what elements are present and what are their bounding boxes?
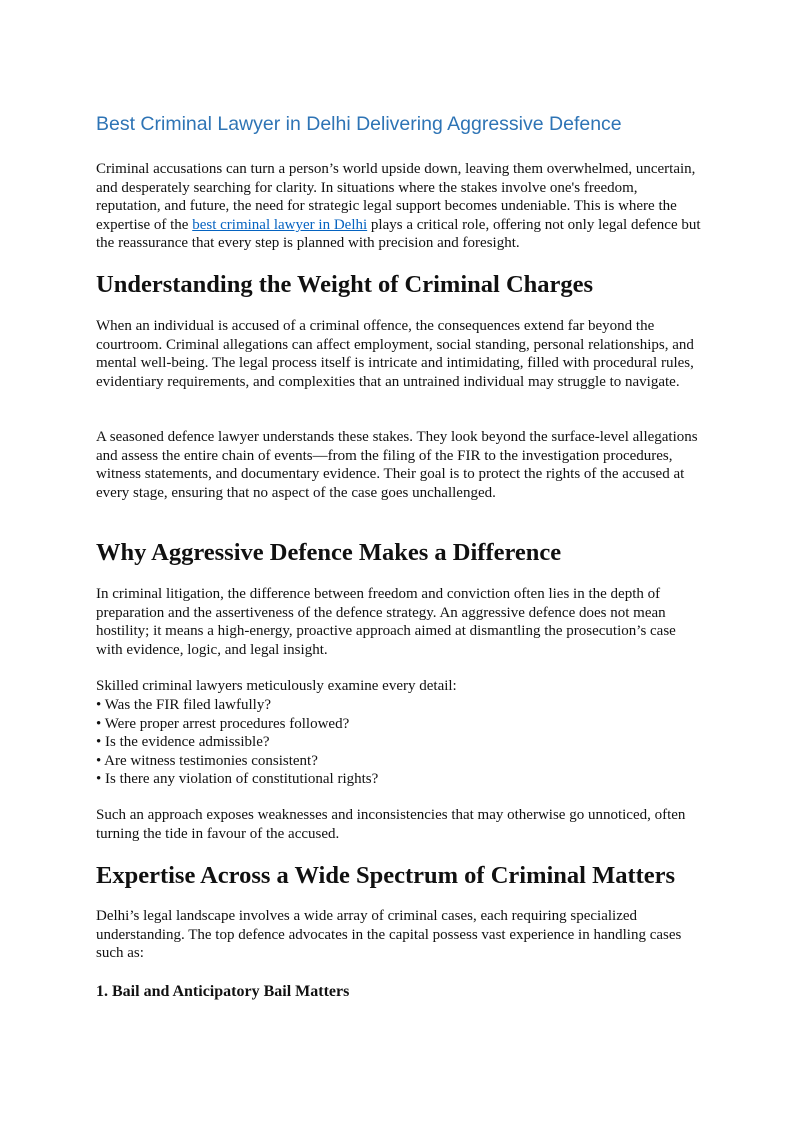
intro-text-after-link: plays a critical role, offering not only legal defence but the reassurance that every step is planned with precision and foresight. xyxy=(96,216,701,252)
list-item: • Are witness testimonies consistent? xyxy=(96,752,318,769)
section1-paragraph-2: A seasoned defence lawyer understands these stakes. They look beyond the surface-level allegations and assess the entire chain of events—from the filing of the FIR to the investigation procedures, witness statements, and documentary evidence. Their goal is to protect the rights of the accused at every stage, ensuring that no aspect of the case goes unchallenged. xyxy=(96,429,698,501)
section1-paragraph-1: When an individual is accused of a criminal offence, the consequences extend far beyond the courtroom. Criminal allegations can affect employment, social standing, personal relationships, and mental well-being. The legal process itself is intricate and intimidating, filled with procedural rules, evidentiary requirements, and complexities that an untrained individual may struggle to navigate. xyxy=(96,318,694,390)
section-heading-aggressive-defence: Why Aggressive Defence Makes a Difference xyxy=(96,539,562,566)
list-item: • Was the FIR filed lawfully? xyxy=(96,697,271,713)
scrutiny-checklist xyxy=(96,696,702,789)
best-criminal-lawyer-link[interactable]: best criminal lawyer in Delhi xyxy=(192,216,368,233)
document-title: Best Criminal Lawyer in Delhi Delivering Aggressive Defence xyxy=(96,113,622,135)
section2-paragraph-2: Such an approach exposes weaknesses and inconsistencies that may otherwise go unnoticed, often turning the tide in favour of the accused. xyxy=(96,807,686,842)
subheading-bail-matters: 1. Bail and Anticipatory Bail Matters xyxy=(96,983,350,1000)
section2-list-intro: Skilled criminal lawyers meticulously examine every detail: xyxy=(96,678,457,694)
section2-paragraph-1: In criminal litigation, the difference between freedom and conviction often lies in the depth of preparation and the assertiveness of the defence strategy. An aggressive defence does not mean hostility; it means a high-energy, proactive approach aimed at dismantling the prosecution’s case with evidence, logic, and legal insight. xyxy=(96,586,676,658)
list-item: • Is the evidence admissible? xyxy=(96,734,270,751)
list-item: • Were proper arrest procedures followed? xyxy=(96,715,350,732)
section3-paragraph-1: Delhi’s legal landscape involves a wide array of criminal cases, each requiring specialized understanding. The top defence advocates in the capital possess vast experience in handling cases such as: xyxy=(96,908,682,962)
intro-text-before-link: Criminal accusations can turn a person’s world upside down, leaving them overwhelmed, uncertain, and desperately searching for clarity. In situations where the stakes involve one's freedom, reputation, and future, the need for strategic legal support becomes undeniable. This is where the expertise of the xyxy=(96,161,696,233)
intro-paragraph xyxy=(96,160,702,253)
section-heading-weight: Understanding the Weight of Criminal Charges xyxy=(96,271,594,298)
section-heading-expertise: Expertise Across a Wide Spectrum of Criminal Matters xyxy=(96,862,676,889)
list-item: • Is there any violation of constitutional rights? xyxy=(96,771,379,788)
